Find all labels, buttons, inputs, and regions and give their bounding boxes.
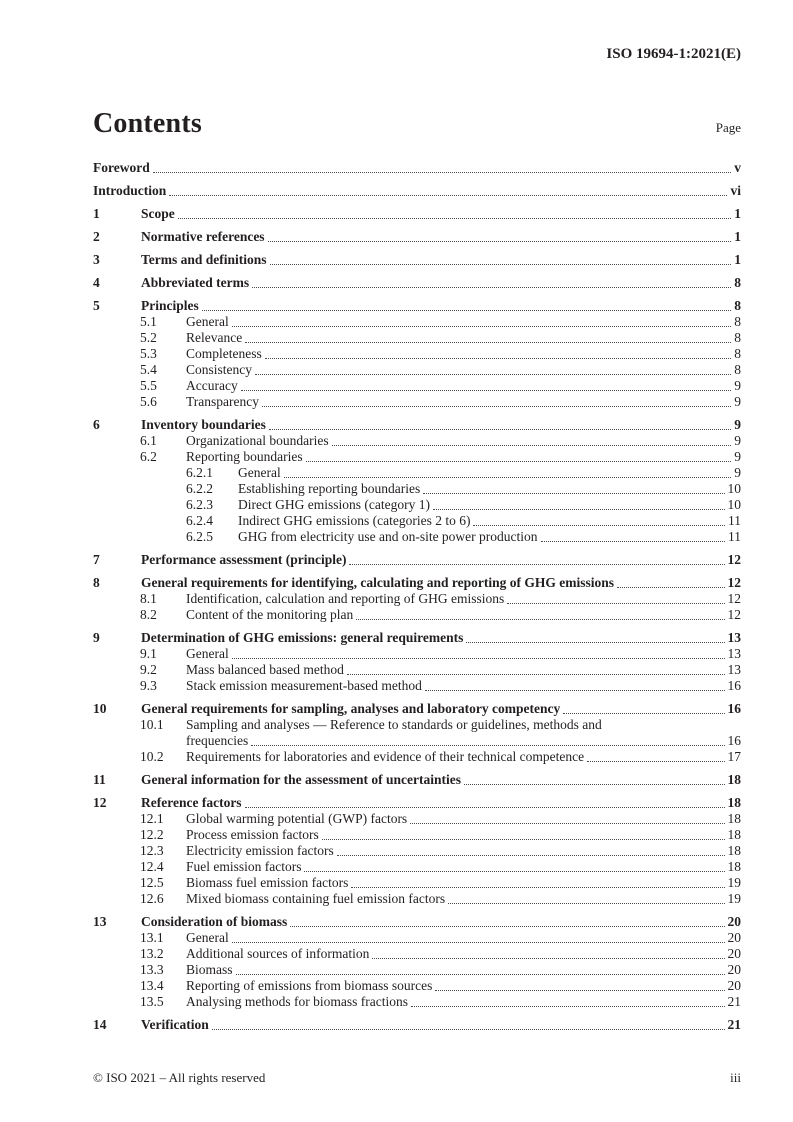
toc-entry	[93, 678, 741, 694]
toc-entry-page: 8	[734, 298, 741, 313]
toc-entry-page: 20	[727, 978, 741, 993]
toc-entry-title: Mass balanced based method	[186, 662, 344, 677]
toc-entry-number: 13.3	[140, 962, 164, 977]
toc-entry-page: 8	[734, 346, 741, 361]
toc-entry-line	[93, 859, 741, 875]
toc-entry-page: 1	[734, 252, 741, 267]
toc-entry-title: Principles	[141, 298, 199, 313]
toc-entry-title: Inventory boundaries	[141, 417, 266, 432]
toc-entry-number: 6.2.4	[186, 513, 213, 528]
toc-entry-number: 6.2.5	[186, 529, 213, 544]
toc-entry-title: Fuel emission factors	[186, 859, 302, 874]
toc-entry-title: GHG from electricity use and on-site power production	[238, 529, 538, 544]
dot-leader	[617, 587, 725, 588]
toc-entry-line	[93, 362, 741, 378]
toc-entry-title: Additional sources of information	[186, 946, 370, 961]
folio-page-number: iii	[730, 1070, 741, 1085]
dot-leader	[349, 564, 724, 565]
toc-entry	[93, 717, 741, 749]
dot-leader	[473, 525, 725, 526]
toc-entry-page: 8	[734, 314, 741, 329]
toc-entry-page: 9	[734, 378, 741, 393]
dot-leader	[541, 541, 725, 542]
toc-entry	[93, 843, 741, 859]
toc-entry-line	[93, 811, 741, 827]
toc-entry-line	[93, 875, 741, 891]
toc-entry-line	[93, 891, 741, 907]
toc-entry-number: 12.4	[140, 859, 164, 874]
toc-entry	[93, 978, 741, 994]
toc-entry-title: Direct GHG emissions (category 1)	[238, 497, 430, 512]
toc-entry-number: 10	[93, 701, 107, 716]
dot-leader	[178, 218, 732, 219]
dot-leader	[290, 926, 724, 927]
toc-entry-line	[93, 994, 741, 1010]
dot-leader	[448, 903, 724, 904]
toc-entry-title: Reporting boundaries	[186, 449, 303, 464]
toc-entry	[93, 481, 741, 497]
dot-leader	[265, 358, 732, 359]
toc-entry-page: 18	[727, 859, 741, 874]
toc-entry-page: 19	[727, 875, 741, 890]
toc-entry-line	[93, 962, 741, 978]
toc-entry-title: General	[238, 465, 281, 480]
contents-heading: Contents	[93, 108, 202, 139]
toc-entry-line	[93, 160, 741, 176]
toc-entry-line	[93, 481, 741, 497]
dot-leader	[587, 761, 724, 762]
toc-entry-number: 2	[93, 229, 100, 244]
toc-entry-page: 1	[734, 229, 741, 244]
toc-entry-page: 20	[727, 962, 741, 977]
contents-header-row	[93, 108, 741, 140]
dot-leader	[411, 1006, 725, 1007]
dot-leader	[332, 445, 732, 446]
toc-entry	[93, 497, 741, 513]
dot-leader	[241, 390, 732, 391]
toc-entry-line	[93, 252, 741, 268]
toc-entry-page: 12	[727, 552, 741, 567]
toc-entry	[93, 252, 741, 268]
toc-entry-page: 18	[727, 795, 741, 810]
dot-leader	[306, 461, 732, 462]
toc-entry-first-line	[93, 717, 741, 733]
dot-leader	[169, 195, 727, 196]
toc-entry-page: 9	[734, 433, 741, 448]
dot-leader	[268, 241, 732, 242]
toc-entry-number: 12	[93, 795, 107, 810]
dot-leader	[245, 342, 731, 343]
dot-leader	[433, 509, 725, 510]
dot-leader	[423, 493, 724, 494]
dot-leader	[410, 823, 724, 824]
toc-entry-title: Terms and definitions	[141, 252, 267, 267]
toc-entry-line	[93, 513, 741, 529]
toc-entry-page: 18	[727, 843, 741, 858]
toc-entry-page: 9	[734, 394, 741, 409]
toc-entry-title: Analysing methods for biomass fractions	[186, 994, 408, 1009]
toc-entry	[93, 575, 741, 591]
toc-entry-title: General	[186, 646, 229, 661]
toc-entry	[93, 465, 741, 481]
toc-entry-number: 12.6	[140, 891, 164, 906]
toc-entry	[93, 646, 741, 662]
dot-leader	[464, 784, 725, 785]
toc-entry-line	[93, 433, 741, 449]
toc-entry-line	[93, 497, 741, 513]
toc-entry-line	[93, 978, 741, 994]
toc-entry-title: General	[186, 930, 229, 945]
toc-entry	[93, 275, 741, 291]
toc-entry	[93, 795, 741, 811]
dot-leader	[372, 958, 724, 959]
toc-entry-page: 17	[727, 749, 741, 764]
toc-entry-title: Global warming potential (GWP) factors	[186, 811, 408, 826]
page-footer	[93, 1070, 741, 1086]
toc-entry-title: Mixed biomass containing fuel emission factors	[186, 891, 446, 906]
toc-entry-number: 6.2.3	[186, 497, 213, 512]
toc-entry-number: 12.2	[140, 827, 164, 842]
toc-entry-title: Electricity emission factors	[186, 843, 334, 858]
toc-entry-number: 10.2	[140, 749, 164, 764]
toc-entry	[93, 513, 741, 529]
toc-entry	[93, 229, 741, 245]
toc-entry-number: 9.1	[140, 646, 157, 661]
toc-entry	[93, 946, 741, 962]
toc-entry-line	[93, 678, 741, 694]
toc-entry-line	[93, 314, 741, 330]
toc-entry-page: vi	[730, 183, 741, 198]
toc-entry-page: 16	[727, 678, 741, 693]
toc-entry-number: 5	[93, 298, 100, 313]
toc-entry	[93, 314, 741, 330]
toc-entry-number: 3	[93, 252, 100, 267]
toc-entry	[93, 160, 741, 176]
toc-entry-line	[93, 701, 741, 717]
toc-entry-page: 20	[727, 914, 741, 929]
toc-entry-page: 8	[734, 362, 741, 377]
toc-entry-line	[93, 946, 741, 962]
toc-entry-title: Identification, calculation and reporting of GHG emissions	[186, 591, 505, 606]
toc-entry	[93, 183, 741, 199]
dot-leader	[269, 429, 731, 430]
toc-entry	[93, 930, 741, 946]
dot-leader	[252, 287, 731, 288]
toc-entry	[93, 378, 741, 394]
toc-entry-line	[93, 630, 741, 646]
toc-entry-page: 10	[727, 481, 741, 496]
toc-entry-title: Normative references	[141, 229, 265, 244]
dot-leader	[347, 674, 725, 675]
toc-entry	[93, 449, 741, 465]
dot-leader	[262, 406, 731, 407]
toc-entry-line	[93, 662, 741, 678]
toc-entry-number: 13	[93, 914, 107, 929]
document-reference: ISO 19694-1:2021(E)	[606, 46, 741, 62]
dot-leader	[304, 871, 724, 872]
toc-entry-number: 6.2	[140, 449, 157, 464]
toc-entry-line	[93, 417, 741, 433]
toc-entry-title: Relevance	[186, 330, 243, 345]
toc-entry	[93, 330, 741, 346]
toc-entry-line	[93, 607, 741, 623]
toc-entry-page: 21	[727, 994, 741, 1009]
toc-entry-line	[93, 183, 741, 199]
toc-entry-page: 12	[727, 575, 741, 590]
toc-entry-title: Biomass fuel emission factors	[186, 875, 349, 890]
toc-entry-number: 9.2	[140, 662, 157, 677]
toc-entry-title: Requirements for laboratories and evidence of their technical competence	[186, 749, 585, 764]
toc-entry-number: 1	[93, 206, 100, 221]
dot-leader	[466, 642, 724, 643]
toc-entry-number: 6.2.1	[186, 465, 213, 480]
toc-entry-number: 5.6	[140, 394, 157, 409]
toc-entry-page: 1	[734, 206, 741, 221]
toc-entry-number: 6.1	[140, 433, 157, 448]
toc-entry-number: 4	[93, 275, 100, 290]
toc-entry-number: 5.1	[140, 314, 157, 329]
toc-entry	[93, 362, 741, 378]
toc-entry-line	[93, 206, 741, 222]
toc-entry-title: Establishing reporting boundaries	[238, 481, 421, 496]
toc-entry	[93, 206, 741, 222]
dot-leader	[212, 1029, 725, 1030]
copyright-notice: © ISO 2021 – All rights reserved	[93, 1070, 266, 1085]
toc-entry-number: 8	[93, 575, 100, 590]
dot-leader	[425, 690, 725, 691]
toc-entry	[93, 394, 741, 410]
dot-leader	[236, 974, 725, 975]
toc-entry	[93, 875, 741, 891]
toc-entry-page: 10	[727, 497, 741, 512]
toc-entry	[93, 346, 741, 362]
toc-entry	[93, 701, 741, 717]
toc-entry-title: Performance assessment (principle)	[141, 552, 347, 567]
toc-entry-page: 12	[727, 591, 741, 606]
dot-leader	[270, 264, 732, 265]
toc-entry-page: 20	[727, 946, 741, 961]
toc-entry-page: 18	[727, 827, 741, 842]
toc-entry-title: Verification	[141, 1017, 209, 1032]
dot-leader	[356, 619, 724, 620]
toc-entry-line	[93, 646, 741, 662]
toc-entry-number: 7	[93, 552, 100, 567]
toc-entry-title: Content of the monitoring plan	[186, 607, 354, 622]
toc-entry-line	[93, 449, 741, 465]
toc-entry-page: v	[734, 160, 741, 175]
dot-leader	[435, 990, 724, 991]
toc-entry-page: 18	[727, 772, 741, 787]
toc-entry-title: Process emission factors	[186, 827, 319, 842]
toc-entry	[93, 1017, 741, 1033]
toc-entry	[93, 630, 741, 646]
toc-entry-page: 8	[734, 330, 741, 345]
toc-entry-number: 10.1	[140, 717, 164, 732]
toc-entry-line	[93, 465, 741, 481]
toc-entry-number: 12.3	[140, 843, 164, 858]
page-column-label: Page	[715, 120, 741, 135]
toc-entry-title: General	[186, 314, 229, 329]
dot-leader	[232, 658, 725, 659]
dot-leader	[232, 326, 732, 327]
toc-entry-title: Consideration of biomass	[141, 914, 288, 929]
toc-entry-title: Reference factors	[141, 795, 242, 810]
toc-entry-page: 19	[727, 891, 741, 906]
toc-entry-title: Reporting of emissions from biomass sources	[186, 978, 433, 993]
toc-entry-title: Transparency	[186, 394, 259, 409]
toc-entry-page: 13	[727, 646, 741, 661]
toc-entry-line	[93, 733, 741, 749]
toc-entry-number: 5.3	[140, 346, 157, 361]
toc-entry-page: 9	[734, 449, 741, 464]
toc-entry	[93, 772, 741, 788]
toc-entry-page: 11	[728, 529, 741, 544]
dot-leader	[251, 745, 724, 746]
toc-entry-title: Determination of GHG emissions: general requirements	[141, 630, 464, 645]
toc-entry	[93, 529, 741, 545]
dot-leader	[337, 855, 725, 856]
toc-entry	[93, 994, 741, 1010]
toc-entry-line	[93, 772, 741, 788]
dot-leader	[563, 713, 724, 714]
dot-leader	[507, 603, 724, 604]
toc-entry	[93, 417, 741, 433]
toc-entry-line	[93, 843, 741, 859]
toc-entry-title: Introduction	[93, 183, 167, 198]
toc-entry-line	[93, 1017, 741, 1033]
toc-entry-line	[93, 275, 741, 291]
toc-entry	[93, 914, 741, 930]
toc-entry-title: General requirements for sampling, analyses and laboratory competency	[141, 701, 561, 716]
toc-entry-line	[93, 749, 741, 765]
dot-leader	[245, 807, 725, 808]
toc-entry-line	[93, 575, 741, 591]
toc-entry-title: Abbreviated terms	[141, 275, 250, 290]
toc-entry-page: 8	[734, 275, 741, 290]
toc-entry-page: 21	[727, 1017, 741, 1032]
toc-entry-line	[93, 394, 741, 410]
toc-entry-title: Accuracy	[186, 378, 238, 393]
toc-entry-line	[93, 795, 741, 811]
toc-entry-number: 8.1	[140, 591, 157, 606]
toc-entry-title: Organizational boundaries	[186, 433, 329, 448]
toc-entry-page: 20	[727, 930, 741, 945]
dot-leader	[202, 310, 732, 311]
toc-entry-title: Biomass	[186, 962, 233, 977]
toc-entry-number: 13.2	[140, 946, 164, 961]
toc-entry-number: 13.5	[140, 994, 164, 1009]
toc-entry	[93, 591, 741, 607]
toc-entry-title: Consistency	[186, 362, 252, 377]
toc-entry	[93, 827, 741, 843]
toc-entry-number: 5.4	[140, 362, 157, 377]
toc-entry-line	[93, 827, 741, 843]
toc-entry-page: 13	[727, 630, 741, 645]
toc-entry	[93, 607, 741, 623]
toc-entry	[93, 811, 741, 827]
toc-entry-number: 6	[93, 417, 100, 432]
toc-entry-line	[93, 914, 741, 930]
dot-leader	[351, 887, 724, 888]
toc-entry-line	[93, 591, 741, 607]
toc-entry-page: 16	[727, 733, 741, 748]
toc-entry	[93, 962, 741, 978]
toc-entry-number: 13.1	[140, 930, 164, 945]
toc-entry-number: 6.2.2	[186, 481, 213, 496]
toc-entry-title: Foreword	[93, 160, 150, 175]
toc-entry-number: 12.5	[140, 875, 164, 890]
toc-entry-title: Indirect GHG emissions (categories 2 to 6)	[238, 513, 471, 528]
toc-entry-page: 18	[727, 811, 741, 826]
toc-entry	[93, 662, 741, 678]
toc-entry-line	[93, 378, 741, 394]
dot-leader	[255, 374, 731, 375]
toc-entry-number: 5.5	[140, 378, 157, 393]
toc-entry-title: General requirements for identifying, calculating and reporting of GHG emissions	[141, 575, 614, 590]
toc-entry	[93, 859, 741, 875]
toc-entry-number: 5.2	[140, 330, 157, 345]
toc-entry-title: frequencies	[186, 733, 249, 748]
toc-entry-number: 9.3	[140, 678, 157, 693]
dot-leader	[322, 839, 725, 840]
table-of-contents	[93, 153, 741, 1033]
toc-entry-line	[93, 229, 741, 245]
toc-entry-title: Scope	[141, 206, 175, 221]
dot-leader	[232, 942, 725, 943]
toc-entry-page: 12	[727, 607, 741, 622]
toc-entry	[93, 298, 741, 314]
toc-entry-title-line1: Sampling and analyses — Reference to standards or guidelines, methods and	[186, 717, 602, 732]
toc-entry-title: Stack emission measurement-based method	[186, 678, 422, 693]
toc-entry-line	[93, 330, 741, 346]
toc-entry	[93, 552, 741, 568]
toc-entry	[93, 433, 741, 449]
dot-leader	[284, 477, 732, 478]
toc-entry-page: 9	[734, 465, 741, 480]
toc-entry-line	[93, 346, 741, 362]
dot-leader	[153, 172, 732, 173]
toc-entry-title: Completeness	[186, 346, 262, 361]
toc-entry-page: 16	[727, 701, 741, 716]
toc-entry-page: 13	[727, 662, 741, 677]
toc-entry	[93, 891, 741, 907]
toc-entry	[93, 749, 741, 765]
toc-entry-number: 14	[93, 1017, 107, 1032]
toc-entry-number: 13.4	[140, 978, 164, 993]
toc-entry-number: 8.2	[140, 607, 157, 622]
toc-entry-number: 9	[93, 630, 100, 645]
toc-entry-line	[93, 529, 741, 545]
toc-entry-page: 9	[734, 417, 741, 432]
toc-entry-number: 11	[93, 772, 106, 787]
toc-entry-line	[93, 930, 741, 946]
toc-entry-line	[93, 298, 741, 314]
toc-entry-number: 12.1	[140, 811, 164, 826]
toc-entry-title: General information for the assessment of uncertainties	[141, 772, 461, 787]
toc-entry-page: 11	[728, 513, 741, 528]
toc-entry-line	[93, 552, 741, 568]
